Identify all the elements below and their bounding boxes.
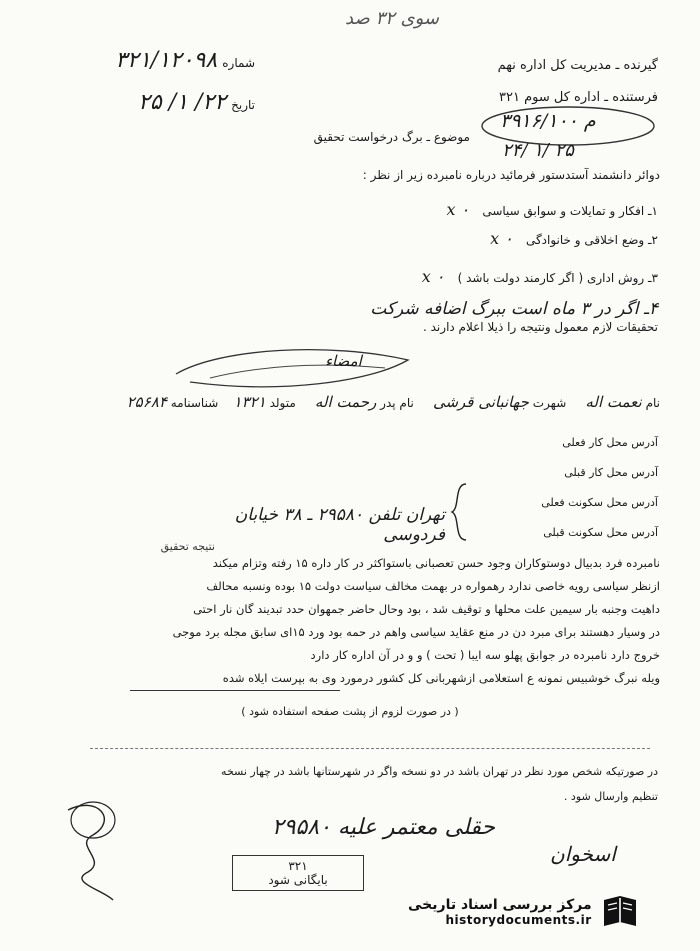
- side-scribble: [58, 790, 128, 910]
- stamp-label: بایگانی شود: [268, 873, 328, 887]
- person-info-row: نام نعمت اله شهرت جهانبانی قرشی نام پدر رحمت اله متولد ۱۳۲۱ شناسنامه ۲۵۶۸۴: [126, 393, 660, 411]
- items-list: [158, 196, 658, 324]
- address-item: آدرس محل کار فعلی: [562, 436, 658, 449]
- result-line: نامبرده فرد بدبیال دوستوکاران وجود حسن تعصبانی باستواکثر در کار داره ۱۵ رفته وتزام میکند: [212, 556, 660, 570]
- id-number: ۲۵۶۸۴: [126, 393, 167, 411]
- result-line: ازنظر سیاسی رویه خاصی ندارد رهمواره در بهمت مخالف سیاست دولت ۱۵ بوده ونسبه محالف: [206, 579, 660, 593]
- date-handwritten: ۲۴/ ۱/ ۲۵: [502, 140, 574, 161]
- date-label: تاریخ: [231, 98, 255, 112]
- signature-scribble: [170, 338, 420, 400]
- closing-text: تحقیقات لازم معمول ونتیجه را ذیلا اعلام دارند .: [423, 320, 658, 334]
- stamp-number: ۳۲۱: [288, 859, 308, 873]
- address-item: آدرس محل سکونت فعلی: [541, 496, 658, 509]
- result-line: خروج دارد نامبرده در جوابق پهلو سه ایبا ( تحت ) و و در آن اداره کار دارد: [310, 648, 660, 662]
- item-row: ۱ـ افکار و تمایلات و سوابق سیاسی x ۰: [446, 200, 658, 219]
- person-name: نعمت اله: [585, 393, 642, 411]
- item-row: ۴ـ اگر در ۳ ماه است ببرگ اضافه شرکت: [370, 299, 658, 319]
- sender: فرستنده ـ اداره کل سوم ۳۲۱: [499, 90, 658, 105]
- archive-stamp: [232, 855, 364, 891]
- person-surname: جهانبانی قرشی: [432, 393, 529, 411]
- result-line: داهیت وجنبه بار سیمین علت محلها و توقیف شد ، بود وحال حاضر جمهوان حدد تبدیند گان نار احتی: [193, 602, 660, 616]
- number-block: [85, 48, 255, 73]
- address-brace: [448, 482, 470, 542]
- underline-mark: [130, 690, 340, 691]
- address-list: [458, 428, 658, 548]
- result-line: در وسیار دهستند برای مبرد دن در منع عقاید سیاسی واهم در حمه بود ورد ۱۵ای سابق مجله برد موجی: [172, 625, 660, 639]
- number-label: شماره: [222, 56, 255, 70]
- result-heading: نتیجه تحقیق: [160, 540, 215, 553]
- bottom-sign: اسخوان: [550, 842, 616, 866]
- date-value: ۲۲/ ۱/ ۲۵: [138, 90, 227, 115]
- divider: [90, 748, 650, 749]
- result-paragraph: [60, 552, 660, 690]
- address-handwritten: تهران تلفن ۲۹۵۸۰ ـ ۳۸ خیابان فردوسی: [234, 505, 445, 545]
- footer-text: در صورتیکه شخص مورد نظر در تهران باشد در دو نسخه واگر در شهرستانها باشد در چهار نسخه: [221, 765, 658, 778]
- ref-handwritten: ۳م ۹۱۶/۱۰۰: [500, 110, 596, 132]
- number-value: ۳۲۱/۱۲۰۹۸: [115, 48, 218, 73]
- item-row: ۳ـ روش اداری ( اگر کارمند دولت باشد ) x ۰: [421, 267, 658, 286]
- recipient: گیرنده ـ مدیریت کل اداره نهم: [497, 58, 658, 73]
- top-scribble: سوی ۳۲ صد: [345, 8, 440, 29]
- address-item: آدرس محل سکونت قبلی: [543, 526, 658, 539]
- result-note: ( در صورت لزوم از پشت صفحه استفاده شود ): [241, 705, 459, 718]
- watermark-logo: [408, 892, 640, 932]
- birth-year: ۱۳۲۱: [233, 393, 266, 411]
- book-icon: [600, 892, 640, 932]
- bottom-handwritten: حقلی معتمر علیه ۲۹۵۸۰: [271, 815, 495, 840]
- item-row: ۲ـ وضع اخلاقی و خانوادگی x ۰: [490, 229, 658, 248]
- subject: موضوع ـ برگ درخواست تحقیق: [313, 130, 470, 144]
- logo-url: historydocuments.ir: [445, 913, 592, 927]
- intro: دوائر دانشمند آستدستور فرمائید درباره نامبرده زیر از نظر :: [362, 168, 660, 182]
- logo-title: مرکز بررسی اسناد تاریخی: [408, 897, 592, 913]
- footer-text: تنظیم وارسال شود .: [563, 790, 658, 803]
- date-block: [85, 90, 255, 115]
- address-item: آدرس محل کار قبلی: [564, 466, 658, 479]
- result-line: ویله نبرگ خوشبیس نمونه ع استعلامی ازشهربانی کل کشور درمورد وی به بپرست ایلاه شده: [222, 671, 660, 685]
- father-name: رحمت اله: [314, 393, 377, 411]
- signature: امضاء: [325, 352, 362, 370]
